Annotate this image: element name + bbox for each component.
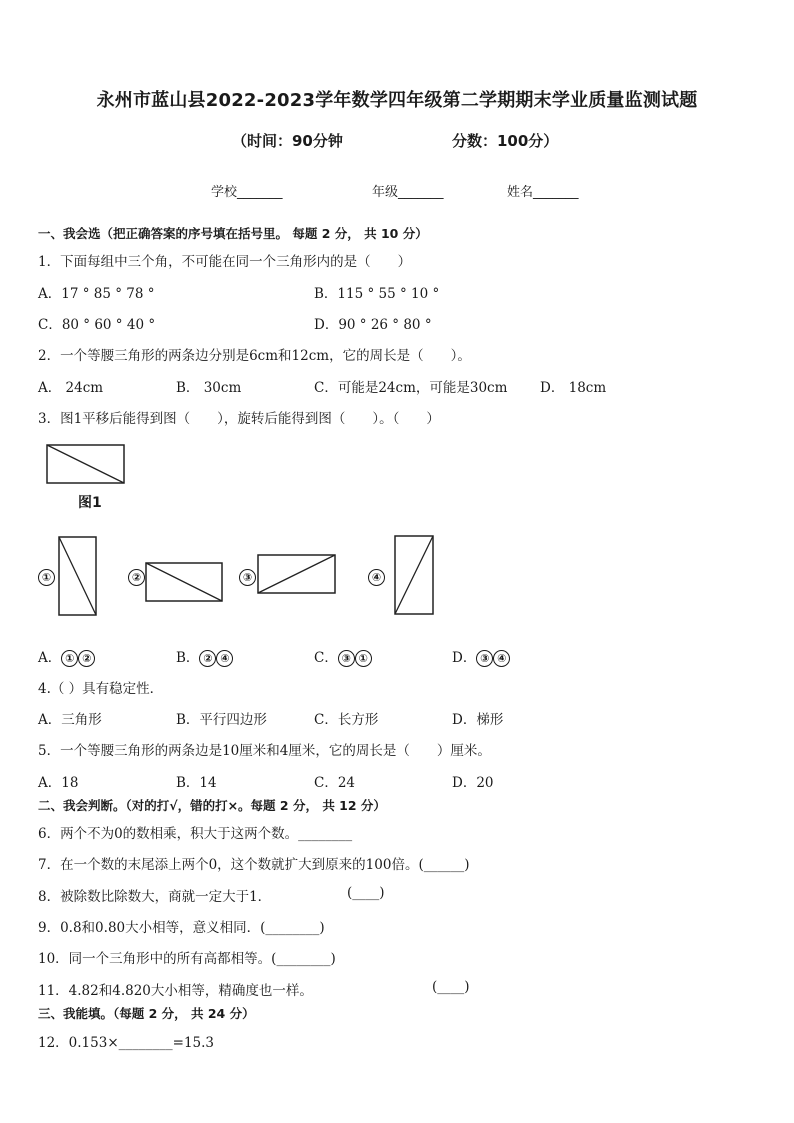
exam-time: （时间：90分钟: [232, 132, 343, 150]
question-11: 11．4.82和4.820大小相等，精确度也一样。: [38, 983, 313, 999]
figure-option-1: [58, 536, 98, 617]
name-field: 姓名_______: [507, 185, 579, 200]
question-9: 9．0.8和0.80大小相等，意义相同．(________): [38, 920, 325, 936]
page-title: 永州市蓝山县2022-2023学年数学四年级第二学期期末学业质量监测试题: [96, 90, 698, 111]
option-b: B． ② ④: [176, 646, 233, 667]
question-12: 12．0.153×________=15.3: [38, 1035, 215, 1051]
option-c: C． ③ ①: [314, 646, 372, 667]
figure-option-2: [145, 562, 224, 603]
option-d: D． 18cm: [540, 380, 607, 396]
figure-option-3: [257, 554, 337, 595]
question-8: 8．被除数比除数大，商就一定大于1．: [38, 889, 272, 905]
question-3: 3．图1平移后能得到图（ ），旋转后能得到图（ ）。（ ）: [38, 411, 440, 427]
answer-blank: (____): [347, 885, 385, 901]
figure-1-label: 图1: [78, 495, 102, 511]
option-c: C．80 ° 60 ° 40 °: [38, 317, 156, 333]
figure-mark-4: ④: [368, 567, 385, 586]
option-a: A．17 ° 85 ° 78 °: [38, 286, 155, 302]
figure-1-rectangle: [46, 444, 126, 486]
question-5: 5．一个等腰三角形的两条边是10厘米和4厘米，它的周长是（ ）厘米。: [38, 743, 491, 759]
question-1: 1．下面每组中三个角，不可能在同一个三角形内的是（ ）: [38, 254, 412, 270]
option-c: C．长方形: [314, 712, 379, 728]
option-b: B．14: [176, 775, 217, 791]
option-d: D． ③ ④: [452, 646, 510, 667]
question-7: 7．在一个数的末尾添上两个0，这个数就扩大到原来的100倍。(______): [38, 857, 470, 873]
figure-mark-3: ③: [239, 567, 256, 586]
option-a: A． ① ②: [38, 646, 95, 667]
option-a: A． 24cm: [38, 380, 104, 396]
option-a: A．三角形: [38, 712, 102, 728]
grade-field: 年级_______: [372, 185, 444, 200]
option-b: B．平行四边形: [176, 712, 267, 728]
section-heading: 三、我能填。（每题 2 分， 共 24 分）: [38, 1006, 255, 1021]
figure-option-4: [394, 535, 435, 616]
section-heading: 一、我会选（把正确答案的序号填在括号里。 每题 2 分， 共 10 分）: [38, 226, 428, 241]
figure-mark-2: ②: [128, 567, 145, 586]
option-d: D．20: [452, 775, 494, 791]
option-d: D．90 ° 26 ° 80 °: [314, 317, 432, 333]
school-field: 学校_______: [211, 185, 283, 200]
option-b: B． 30cm: [176, 380, 242, 396]
question-10: 10．同一个三角形中的所有高都相等。(________): [38, 951, 336, 967]
question-2: 2．一个等腰三角形的两条边分别是6cm和12cm，它的周长是（ ）。: [38, 348, 471, 364]
question-6: 6．两个不为0的数相乘，积大于这两个数。________: [38, 826, 353, 842]
section-heading: 二、我会判断。（对的打√，错的打×。每题 2 分， 共 12 分）: [38, 798, 386, 813]
option-c: C．24: [314, 775, 356, 791]
option-d: D．梯形: [452, 712, 504, 728]
option-a: A．18: [38, 775, 79, 791]
figure-mark-1: ①: [38, 567, 55, 586]
question-4: 4.（ ）具有稳定性．: [38, 681, 164, 697]
option-c: C．可能是24cm，可能是30cm: [314, 380, 508, 396]
option-b: B．115 ° 55 ° 10 °: [314, 286, 440, 302]
exam-score: 分数：100分）: [452, 132, 559, 150]
answer-blank: (____): [432, 979, 470, 995]
